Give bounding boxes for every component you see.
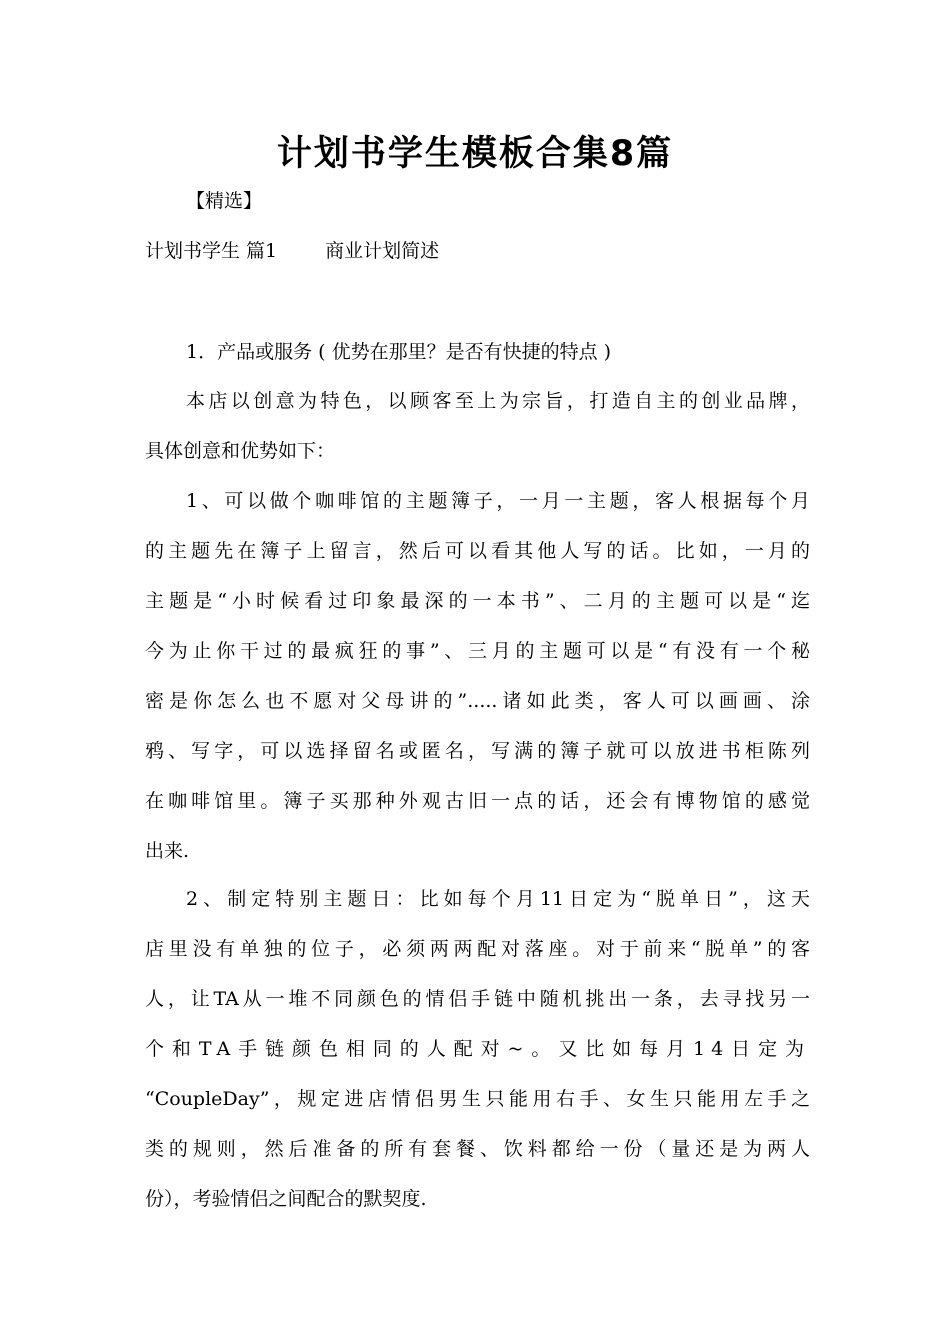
section-heading xyxy=(145,237,810,265)
paragraph-line: 2、制定特别主题日：比如每个月11日定为“脱单日”，这天 xyxy=(186,888,810,910)
paragraph-line: 的主题先在簿子上留言，然后可以看其他人写的话。比如，一月的 xyxy=(145,540,810,562)
paragraph-line: 人，让TA从一堆不同颜色的情侣手链中随机挑出一条，去寻找另一 xyxy=(145,988,810,1010)
paragraph-line: 类的规则，然后准备的所有套餐、饮料都给一份（量还是为两人 xyxy=(145,1138,810,1160)
paragraph-line: 密是你怎么也不愿对父母讲的”.....诸如此类，客人可以画画、涂 xyxy=(145,690,810,712)
paragraph-line: 本店以创意为特色，以顾客至上为宗旨，打造自主的创业品牌， xyxy=(186,390,810,412)
paragraph-line: 出来. xyxy=(145,840,190,862)
section-subtitle: 商业计划简述 xyxy=(325,240,440,262)
document-title: 计划书学生模板合集8篇 xyxy=(276,134,674,174)
paragraph-line: 鸦、写字，可以选择留名或匿名，写满的簿子就可以放进书柜陈列 xyxy=(145,740,810,762)
paragraph-line: 主题是“小时候看过印象最深的一本书”、二月的主题可以是“迄 xyxy=(145,590,810,612)
paragraph-line: 1．产品或服务 ( 优势在那里？是否有快捷的特点 ) xyxy=(186,341,612,363)
paragraph-line: “CoupleDay”，规定进店情侣男生只能用右手、女生只能用左手之 xyxy=(145,1088,810,1110)
paragraph-line: 在咖啡馆里。簿子买那种外观古旧一点的话，还会有博物馆的感觉 xyxy=(145,790,810,812)
paragraph-line: 份），考验情侣之间配合的默契度. xyxy=(145,1188,427,1210)
section-number: 计划书学生 篇1 xyxy=(145,240,278,262)
paragraph-line: 具体创意和优势如下： xyxy=(145,440,336,462)
paragraph-line: 店里没有单独的位子，必须两两配对落座。对于前来“脱单”的客 xyxy=(145,938,810,960)
paragraph-line: 1、可以做个咖啡馆的主题簿子，一月一主题，客人根据每个月 xyxy=(186,490,810,512)
paragraph-line: 个和TA手链颜色相同的人配对~。又比如每月14日定为 xyxy=(145,1038,810,1060)
paragraph-line: 今为止你干过的最疯狂的事”、三月的主题可以是“有没有一个秘 xyxy=(145,640,810,662)
featured-tag: 【精选】 xyxy=(186,190,263,212)
